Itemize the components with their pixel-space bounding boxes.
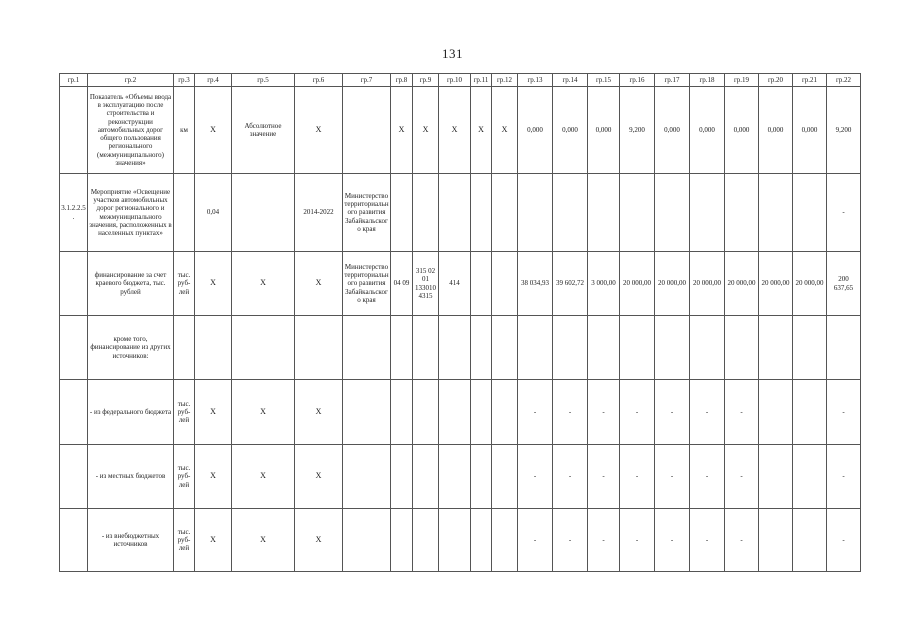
table-cell: кроме того, финансирование из других источников: bbox=[88, 316, 174, 380]
table-cell bbox=[391, 445, 413, 509]
table-cell bbox=[439, 380, 471, 445]
table-cell: 20 000,00 bbox=[759, 252, 793, 316]
table-cell: - bbox=[620, 509, 655, 572]
table-cell: 0,000 bbox=[553, 87, 588, 174]
table-row bbox=[60, 174, 861, 252]
table-cell: тыс. руб-лей bbox=[174, 509, 195, 572]
table-cell: 315 02 01 133010 4315 bbox=[413, 252, 439, 316]
header-cell: гр.16 bbox=[620, 74, 655, 87]
table-cell: - bbox=[725, 445, 759, 509]
table-cell bbox=[439, 174, 471, 252]
table-cell: - bbox=[827, 174, 861, 252]
table-cell: Абсолютное значение bbox=[232, 87, 295, 174]
table-cell: Показатель «Объемы ввода в эксплуатацию после строительства и реконструкции автомобильных дорог общего пользования регионального (межмуниципального) значения» bbox=[88, 87, 174, 174]
header-cell: гр.2 bbox=[88, 74, 174, 87]
header-cell: гр.4 bbox=[195, 74, 232, 87]
table-cell bbox=[518, 174, 553, 252]
table-cell: 20 000,00 bbox=[793, 252, 827, 316]
table-cell: X bbox=[195, 252, 232, 316]
table-cell bbox=[60, 380, 88, 445]
table-cell: X bbox=[195, 445, 232, 509]
table-cell: - bbox=[588, 445, 620, 509]
table-cell: - bbox=[827, 445, 861, 509]
table-cell bbox=[195, 316, 232, 380]
table-cell bbox=[391, 509, 413, 572]
table-row bbox=[60, 380, 861, 445]
table-cell: 20 000,00 bbox=[655, 252, 690, 316]
table-cell: - bbox=[588, 509, 620, 572]
table-cell: X bbox=[471, 87, 492, 174]
table-cell bbox=[553, 316, 588, 380]
table-cell: X bbox=[295, 252, 343, 316]
page-number: 131 bbox=[442, 46, 463, 61]
table-cell: - bbox=[553, 380, 588, 445]
table-cell bbox=[759, 380, 793, 445]
header-cell: гр.10 bbox=[439, 74, 471, 87]
table-cell bbox=[588, 174, 620, 252]
table-cell bbox=[492, 445, 518, 509]
table-cell bbox=[60, 509, 88, 572]
table-cell bbox=[492, 174, 518, 252]
header-cell: гр.20 bbox=[759, 74, 793, 87]
table-cell: 9,200 bbox=[620, 87, 655, 174]
table-cell: - bbox=[620, 445, 655, 509]
table-cell bbox=[471, 380, 492, 445]
table-cell: 0,000 bbox=[759, 87, 793, 174]
header-cell: гр.1 bbox=[60, 74, 88, 87]
table-cell bbox=[655, 174, 690, 252]
table-cell: X bbox=[232, 380, 295, 445]
table-cell bbox=[232, 174, 295, 252]
table-cell bbox=[793, 174, 827, 252]
table-cell: - из местных бюджетов bbox=[88, 445, 174, 509]
table-cell bbox=[620, 316, 655, 380]
table-cell: X bbox=[195, 87, 232, 174]
table-cell bbox=[232, 316, 295, 380]
table-cell: Министерство территориального развития Забайкальского края bbox=[343, 174, 391, 252]
table-cell bbox=[391, 174, 413, 252]
table-cell bbox=[492, 380, 518, 445]
table-cell bbox=[60, 252, 88, 316]
table-cell bbox=[439, 445, 471, 509]
header-cell: гр.6 bbox=[295, 74, 343, 87]
header-row bbox=[60, 74, 861, 87]
table-cell: - bbox=[518, 509, 553, 572]
table-cell bbox=[793, 316, 827, 380]
table-cell: X bbox=[295, 509, 343, 572]
table-cell bbox=[471, 252, 492, 316]
table-cell: X bbox=[232, 509, 295, 572]
table-cell: - bbox=[827, 509, 861, 572]
table-cell: X bbox=[295, 445, 343, 509]
table-cell: X bbox=[295, 380, 343, 445]
table-cell: - bbox=[518, 445, 553, 509]
header-cell: гр.11 bbox=[471, 74, 492, 87]
table-cell bbox=[343, 380, 391, 445]
table-cell: тыс. руб-лей bbox=[174, 445, 195, 509]
table-cell: 414 bbox=[439, 252, 471, 316]
budget-table bbox=[59, 73, 861, 572]
table-cell: 9,200 bbox=[827, 87, 861, 174]
table-cell bbox=[391, 380, 413, 445]
header-cell: гр.13 bbox=[518, 74, 553, 87]
table-cell: 20 000,00 bbox=[725, 252, 759, 316]
table-cell: финансирование за счет краевого бюджета, тыс. рублей bbox=[88, 252, 174, 316]
table-cell: - bbox=[655, 380, 690, 445]
header-cell: гр.18 bbox=[690, 74, 725, 87]
table-cell: X bbox=[232, 252, 295, 316]
table-cell: 20 000,00 bbox=[620, 252, 655, 316]
table-cell: - bbox=[553, 445, 588, 509]
table-cell bbox=[439, 316, 471, 380]
table-cell: км bbox=[174, 87, 195, 174]
table-cell bbox=[391, 316, 413, 380]
table-cell: 0,04 bbox=[195, 174, 232, 252]
table-cell bbox=[725, 316, 759, 380]
table-cell: X bbox=[413, 87, 439, 174]
table-cell bbox=[174, 316, 195, 380]
table-cell: 0,000 bbox=[793, 87, 827, 174]
table-cell: 200 637,65 bbox=[827, 252, 861, 316]
table-cell bbox=[413, 380, 439, 445]
table-cell bbox=[471, 509, 492, 572]
table-cell: - bbox=[518, 380, 553, 445]
table-row bbox=[60, 252, 861, 316]
table-cell bbox=[343, 509, 391, 572]
table-cell bbox=[60, 87, 88, 174]
table-cell bbox=[413, 316, 439, 380]
header-cell: гр.15 bbox=[588, 74, 620, 87]
header-cell: гр.17 bbox=[655, 74, 690, 87]
header-cell: гр.12 bbox=[492, 74, 518, 87]
table-cell: X bbox=[492, 87, 518, 174]
table-cell: - bbox=[655, 445, 690, 509]
table-cell: - bbox=[690, 509, 725, 572]
table-cell bbox=[343, 316, 391, 380]
table-cell bbox=[518, 316, 553, 380]
table-cell: 0,000 bbox=[655, 87, 690, 174]
table-cell bbox=[793, 380, 827, 445]
table-cell: - из внебюджетных источников bbox=[88, 509, 174, 572]
table-cell: 0,000 bbox=[518, 87, 553, 174]
table-cell: 0,000 bbox=[725, 87, 759, 174]
header-cell: гр.19 bbox=[725, 74, 759, 87]
table-cell: 0,000 bbox=[690, 87, 725, 174]
table-cell: 20 000,00 bbox=[690, 252, 725, 316]
table-cell: тыс. руб-лей bbox=[174, 380, 195, 445]
table-cell: тыс. руб-лей bbox=[174, 252, 195, 316]
table-row bbox=[60, 509, 861, 572]
table-cell: - bbox=[690, 445, 725, 509]
header-cell: гр.7 bbox=[343, 74, 391, 87]
header-cell: гр.22 bbox=[827, 74, 861, 87]
table-cell: 3 000,00 bbox=[588, 252, 620, 316]
table-cell: 0,000 bbox=[588, 87, 620, 174]
header-cell: гр.5 bbox=[232, 74, 295, 87]
table-cell: - bbox=[553, 509, 588, 572]
table-cell bbox=[413, 445, 439, 509]
table-cell bbox=[492, 509, 518, 572]
table-cell: - bbox=[725, 509, 759, 572]
table-cell: X bbox=[195, 380, 232, 445]
header-cell: гр.21 bbox=[793, 74, 827, 87]
table-cell bbox=[690, 174, 725, 252]
table-cell bbox=[793, 509, 827, 572]
table-cell bbox=[759, 316, 793, 380]
table-cell: - bbox=[725, 380, 759, 445]
table-row bbox=[60, 316, 861, 380]
table-cell: X bbox=[391, 87, 413, 174]
header-cell: гр.3 bbox=[174, 74, 195, 87]
table-cell: - bbox=[827, 380, 861, 445]
table-cell bbox=[759, 174, 793, 252]
table-cell bbox=[174, 174, 195, 252]
table-row bbox=[60, 445, 861, 509]
table-cell: - bbox=[588, 380, 620, 445]
table-cell bbox=[295, 316, 343, 380]
table-cell bbox=[492, 316, 518, 380]
table-cell: Мероприятие «Освещение участков автомобильных дорог регионального и межмуниципального значения, расположенных в населенных пунктах» bbox=[88, 174, 174, 252]
table-cell: Министерство территориального развития Забайкальского края bbox=[343, 252, 391, 316]
table-cell: X bbox=[232, 445, 295, 509]
header-cell: гр.8 bbox=[391, 74, 413, 87]
table-cell bbox=[471, 445, 492, 509]
table-cell bbox=[655, 316, 690, 380]
table-cell: X bbox=[439, 87, 471, 174]
table-cell: 39 602,72 bbox=[553, 252, 588, 316]
table-cell: - bbox=[620, 380, 655, 445]
table-cell bbox=[413, 509, 439, 572]
table-cell bbox=[690, 316, 725, 380]
table-cell: 04 09 bbox=[391, 252, 413, 316]
table-cell bbox=[343, 87, 391, 174]
table-cell: X bbox=[195, 509, 232, 572]
table-cell bbox=[343, 445, 391, 509]
table-cell: X bbox=[295, 87, 343, 174]
table-row bbox=[60, 87, 861, 174]
table-cell bbox=[759, 445, 793, 509]
table-cell bbox=[60, 316, 88, 380]
table-cell bbox=[439, 509, 471, 572]
table-cell: 2014-2022 bbox=[295, 174, 343, 252]
table-cell: 3.1.2.2.5. bbox=[60, 174, 88, 252]
table-cell: - bbox=[690, 380, 725, 445]
header-cell: гр.14 bbox=[553, 74, 588, 87]
header-cell: гр.9 bbox=[413, 74, 439, 87]
table-cell bbox=[620, 174, 655, 252]
table-cell bbox=[471, 316, 492, 380]
table-cell bbox=[725, 174, 759, 252]
table-cell bbox=[60, 445, 88, 509]
table-cell bbox=[492, 252, 518, 316]
table-cell bbox=[793, 445, 827, 509]
table-cell bbox=[471, 174, 492, 252]
table-cell bbox=[759, 509, 793, 572]
table-cell: 38 034,93 bbox=[518, 252, 553, 316]
table-cell bbox=[588, 316, 620, 380]
table-cell: - bbox=[655, 509, 690, 572]
table-cell: - из федерального бюджета bbox=[88, 380, 174, 445]
table-cell bbox=[413, 174, 439, 252]
table-cell bbox=[553, 174, 588, 252]
table-cell bbox=[827, 316, 861, 380]
